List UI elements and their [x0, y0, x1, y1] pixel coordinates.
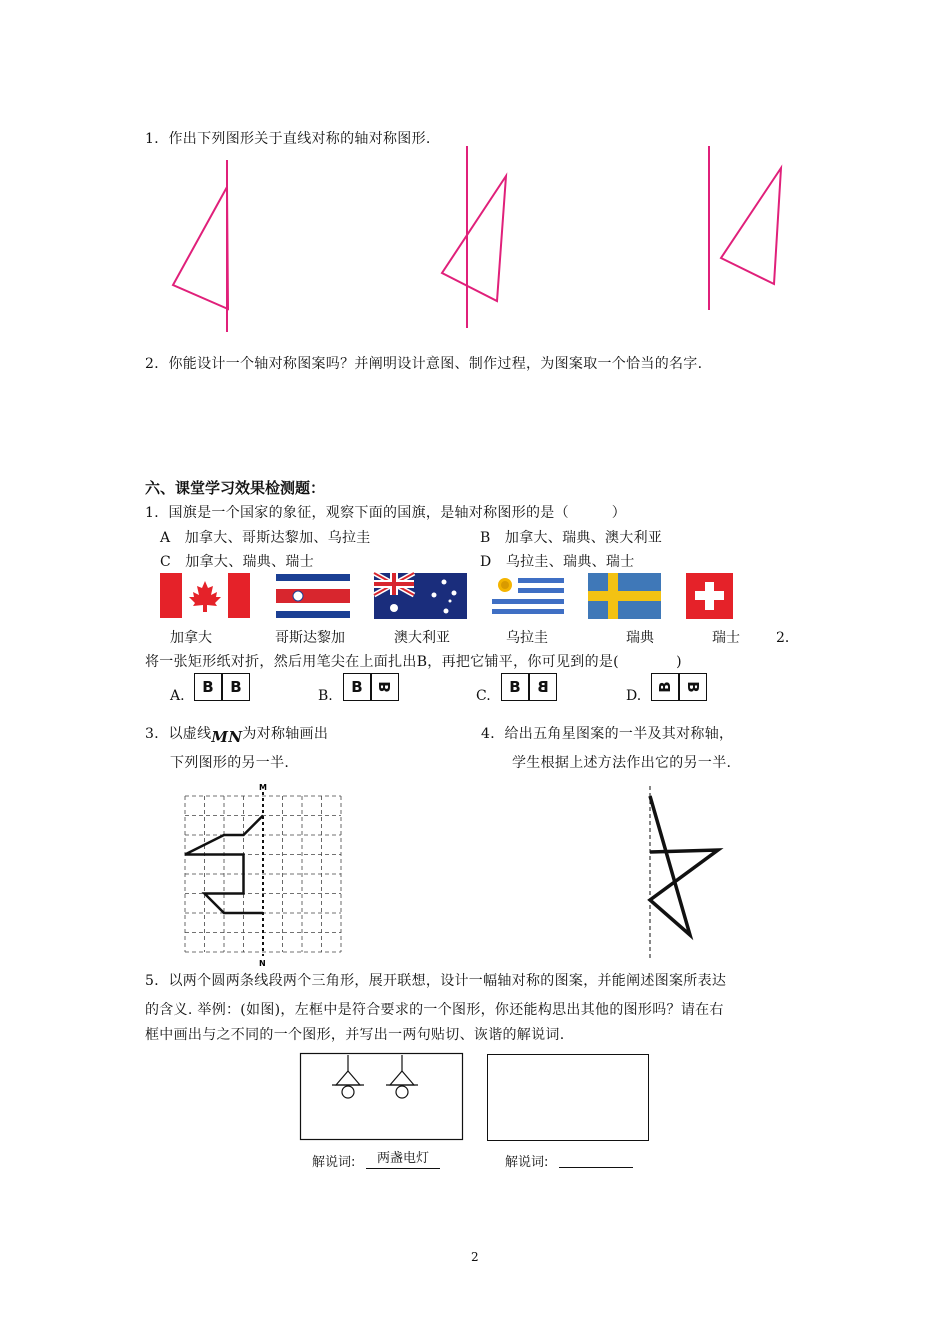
t3-mn-label: MN — [211, 728, 243, 746]
letter-b: B — [351, 678, 363, 696]
triangle-1 — [173, 187, 228, 309]
flag-caption-canada: 加拿大 — [170, 630, 212, 646]
t2-label-a: A. — [170, 688, 185, 704]
letter-b-rotated: B — [684, 681, 702, 693]
grid-half-figure — [185, 816, 263, 914]
t2-label-b: B. — [318, 688, 333, 704]
t2-label-c: C. — [476, 688, 491, 704]
t3-line1-a: 3．以虚线 — [145, 726, 212, 742]
t1-option-c: C 加拿大、瑞典、瑞士 — [160, 554, 315, 570]
flag-australia — [374, 573, 467, 619]
t1-option-d: D 乌拉圭、瑞典、瑞士 — [480, 554, 635, 570]
letter-b: B — [202, 678, 214, 696]
letter-b-mirrored: B — [537, 678, 549, 696]
t5-line2: 的含义. 举例：(如图)，左框中是符合要求的一个图形，你还能构思出其他的图形吗？请在右 — [145, 1002, 724, 1018]
letter-b: B — [230, 678, 242, 696]
caption-label-right: 解说词: — [505, 1155, 549, 1170]
flag-uruguay — [492, 573, 564, 619]
t4-line2: 学生根据上述方法作出它的另一半. — [512, 755, 732, 771]
label-n: N — [259, 959, 266, 968]
section-title: 六、课堂学习效果检测题： — [145, 479, 326, 497]
t2-option-c-box — [501, 673, 557, 701]
t5-line1: 5．以两个圆两条线段两个三角形，展开联想，设计一幅轴对称的图案，并能阐述图案所表达 — [145, 973, 727, 989]
letter-b: B — [509, 678, 521, 696]
t2-label-d: D. — [626, 688, 642, 704]
t2-stem: 将一张矩形纸对折，然后用笔尖在上面扎出B，再把它铺平，你可见到的是( ) — [145, 654, 682, 670]
caption-label-left: 解说词: — [312, 1155, 356, 1170]
q1-text: 1．作出下列图形关于直线对称的轴对称图形. — [145, 131, 431, 147]
label-m: M — [259, 783, 267, 792]
page-number: 2 — [471, 1250, 479, 1264]
t3-line1 — [145, 723, 329, 746]
t2-number: 2． — [776, 630, 799, 646]
t3-line1-b: 为对称轴画出 — [242, 726, 329, 742]
flag-costa-rica — [276, 574, 350, 618]
flag-caption-switzerland: 瑞士 — [712, 630, 740, 646]
flag-canada — [160, 573, 250, 618]
star-half-figure — [630, 780, 750, 960]
t3-line2: 下列图形的另一半. — [170, 755, 290, 771]
letter-b-rotated: B — [656, 681, 674, 693]
t1-option-a: A 加拿大、哥斯达黎加、乌拉圭 — [160, 530, 371, 546]
flag-caption-australia: 澳大利亚 — [394, 630, 450, 646]
triangle-3 — [721, 168, 781, 284]
drawing-box-right[interactable] — [487, 1054, 649, 1141]
t1-option-b: B 加拿大、瑞典、澳大利亚 — [480, 530, 663, 546]
t1-stem: 1．国旗是一个国家的象征，观察下面的国旗，是轴对称图形的是（ ） — [145, 505, 627, 521]
t2-option-d-box — [651, 673, 707, 701]
flag-caption-sweden: 瑞典 — [626, 630, 654, 646]
t5-line3: 框中画出与之不同的一个图形，并写出一两句贴切、诙谐的解说词. — [145, 1027, 565, 1043]
caption-answer-left: 两盏电灯 — [366, 1147, 440, 1169]
t2-option-a-box — [194, 673, 250, 701]
example-box-left — [300, 1053, 470, 1143]
flag-caption-costa-rica: 哥斯达黎加 — [275, 630, 345, 646]
triangle-2 — [442, 176, 506, 301]
flag-sweden — [588, 573, 661, 619]
t4-line1: 4．给出五角星图案的一半及其对称轴， — [481, 726, 734, 742]
t2-option-b-box — [343, 673, 399, 701]
letter-b-rotated: B — [376, 681, 394, 693]
q1-figures — [0, 0, 950, 360]
flag-caption-uruguay: 乌拉圭 — [506, 630, 548, 646]
flag-switzerland — [686, 573, 733, 619]
grid-figure — [175, 780, 355, 968]
q2-text: 2．你能设计一个轴对称图案吗？并阐明设计意图、制作过程，为图案取一个恰当的名字. — [145, 356, 703, 372]
caption-input-right[interactable] — [559, 1167, 633, 1168]
